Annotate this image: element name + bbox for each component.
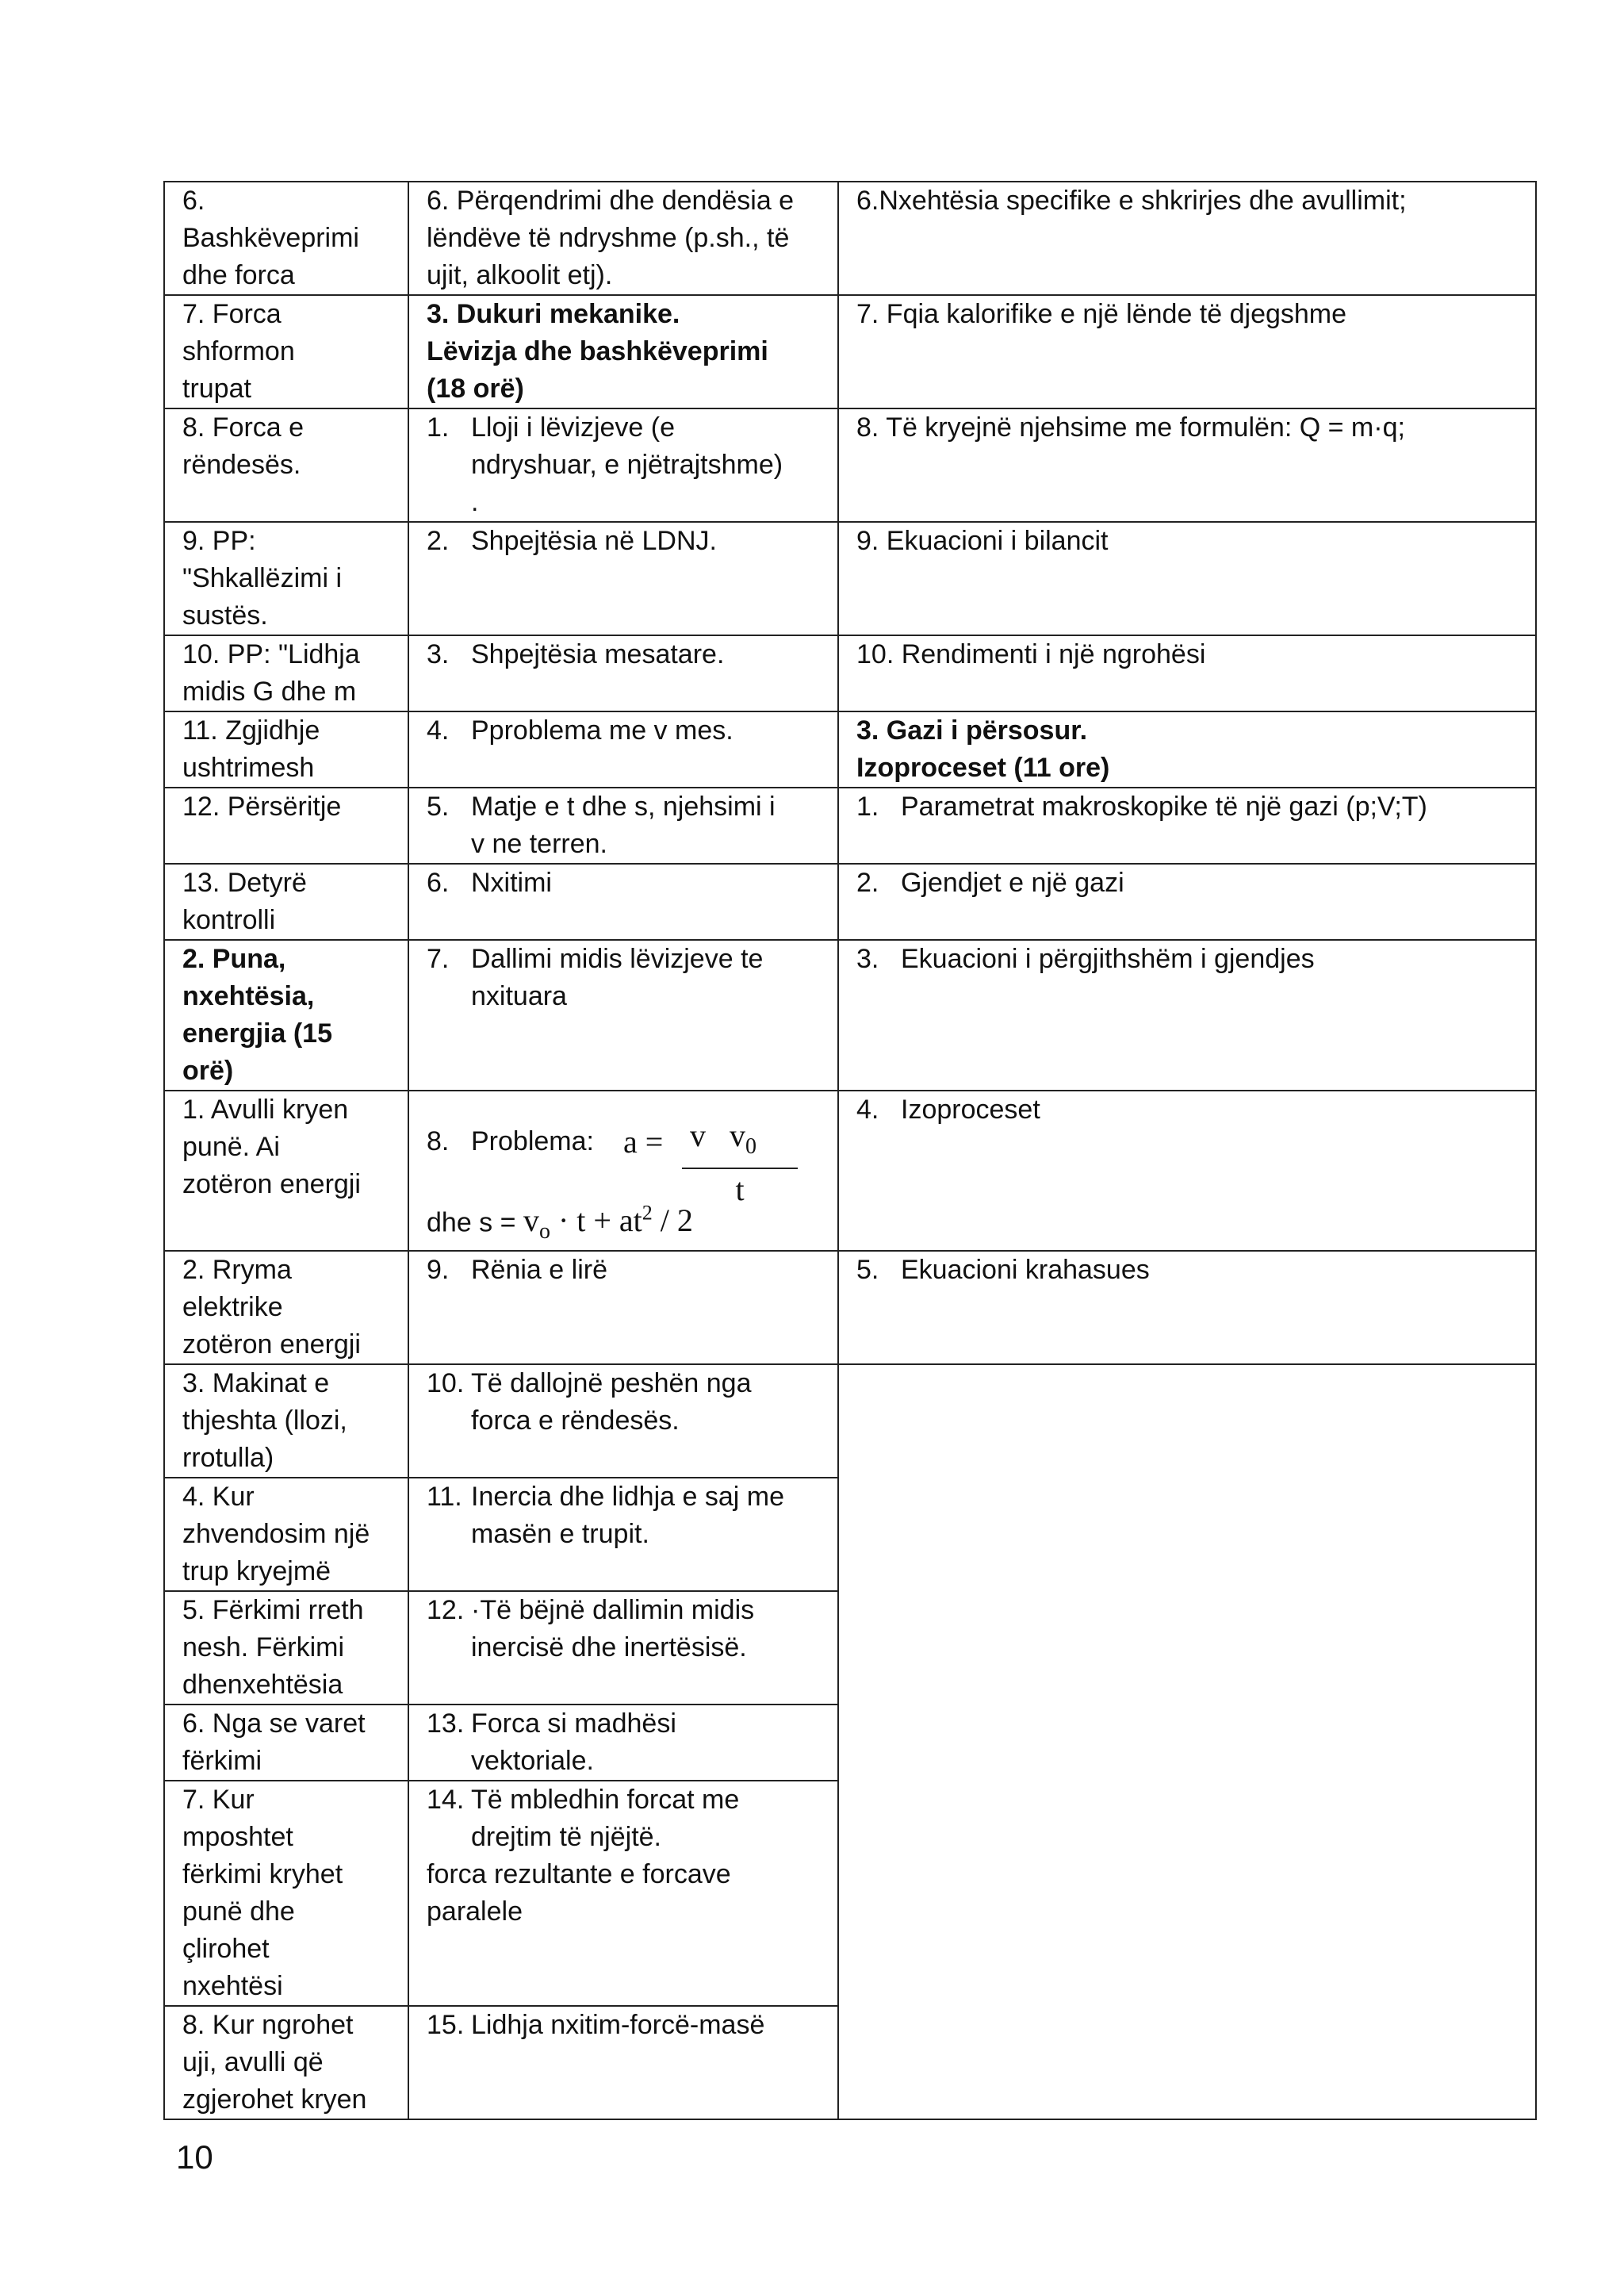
text-line: ushtrimesh [182, 753, 315, 783]
item-number: 10. [427, 1368, 465, 1399]
table-row [164, 635, 1536, 711]
cell-lesson [408, 864, 838, 940]
cell-topic [164, 711, 408, 788]
item-text: Matje e t dhe s, njehsimi i [471, 792, 776, 822]
text-line: 6. Përqendrimi dhe dendësia e [427, 186, 795, 216]
text-line: sustës. [182, 600, 268, 631]
cell-topic [164, 635, 408, 711]
page-number: 10 [176, 2138, 213, 2176]
cell-topic [164, 1251, 408, 1364]
cell-lesson [408, 1705, 838, 1781]
item-number: 12. [427, 1595, 465, 1626]
item-text: Ekuacioni krahasues [901, 1255, 1150, 1286]
text-line: fërkimi [182, 1746, 262, 1777]
text-line: punë dhe [182, 1896, 295, 1927]
text-line: midis G dhe m [182, 677, 357, 707]
text-line: Izoproceset (11 ore) [856, 753, 1110, 783]
cell-lesson [408, 522, 838, 635]
text-line: . [471, 487, 479, 517]
cell-topic [164, 2006, 408, 2119]
text-line [427, 523, 823, 560]
cell-objective [838, 522, 1536, 635]
text-line: çlirohet [182, 1934, 270, 1965]
cell-topic [164, 408, 408, 522]
text-line: 7. Forca [182, 299, 282, 329]
cell-objective [838, 635, 1536, 711]
cell-section-heading [408, 295, 838, 408]
text-line: ndryshuar, e njëtrajtshme) [471, 450, 783, 480]
cell-lesson [408, 1591, 838, 1705]
text-line: forca rezultante e forcave [427, 1859, 731, 1890]
text-line [856, 865, 1521, 902]
text-line: 9. PP: [182, 526, 256, 556]
cell-topic [164, 864, 408, 940]
text-line: 10. PP: "Lidhja [182, 639, 360, 669]
acceleration-formula [427, 1118, 823, 1207]
cell-objective [838, 1091, 1536, 1251]
cell-lesson [408, 635, 838, 711]
cell-lesson [408, 1251, 838, 1364]
text-line: 13. Detyrë [182, 868, 307, 898]
item-text: Rënia e lirë [471, 1255, 607, 1286]
table-row [164, 788, 1536, 864]
text-line [427, 1365, 823, 1402]
text-line [427, 409, 823, 447]
cell-topic [164, 522, 408, 635]
text-line: mposhtet [182, 1822, 293, 1853]
text-line: drejtim të njëjtë. [471, 1822, 661, 1853]
text-line [427, 941, 823, 978]
text-line: v ne terren. [471, 829, 607, 859]
table-row [164, 1091, 1536, 1251]
cell-topic [164, 1364, 408, 1478]
cell-topic [164, 1478, 408, 1591]
text-line [427, 1592, 823, 1629]
text-line: orë) [182, 1056, 234, 1086]
item-number: 2. [856, 868, 879, 898]
text-line: masën e trupit. [471, 1519, 649, 1550]
text-line: zgjerohet kryen [182, 2084, 367, 2115]
text-line: uji, avulli që [182, 2047, 324, 2078]
text-line [427, 636, 823, 673]
cell-section-heading [838, 711, 1536, 788]
item-text: Lloji i lëvizjeve (e [471, 412, 675, 443]
cell-objective [838, 940, 1536, 1091]
cell-lesson [408, 788, 838, 864]
text-line: 6. Nga se varet [182, 1708, 366, 1739]
cell-topic [164, 1781, 408, 2006]
text-line: zhvendosim një [182, 1519, 370, 1550]
item-text: Të dallojnë peshën nga [471, 1368, 752, 1399]
text-line: 1. Avulli kryen [182, 1095, 349, 1125]
item-text: Ekuacioni i përgjithshëm i gjendjes [901, 944, 1315, 974]
superscript: 2 [642, 1202, 653, 1225]
formula-expression [523, 1202, 693, 1244]
text-line: "Shkallëzimi i [182, 563, 343, 593]
cell-objective [838, 864, 1536, 940]
text-line: energjia (15 [182, 1018, 332, 1049]
cell-topic [164, 788, 408, 864]
curriculum-table [163, 181, 1537, 2120]
item-number: 8. [427, 1126, 450, 1156]
item-number: 5. [856, 1255, 879, 1286]
table-row [164, 295, 1536, 408]
formula-lhs: a = [623, 1124, 664, 1160]
item-number: 3. [427, 639, 450, 669]
text-line: 12. Përsëritje [182, 792, 342, 822]
item-number: 7. [427, 944, 450, 974]
item-number: 15. [427, 2010, 465, 2041]
text-line: shformon [182, 336, 295, 366]
item-text: Forca si madhësi [471, 1708, 676, 1739]
cell-lesson [408, 1478, 838, 1591]
table-row [164, 940, 1536, 1091]
text-line: thjeshta (llozi, [182, 1405, 347, 1436]
cell-topic [164, 295, 408, 408]
text-line: dhenxehtësia [182, 1670, 343, 1701]
cell-topic [164, 1591, 408, 1705]
item-text: ·Të bëjnë dallimin midis [471, 1595, 755, 1626]
text-line [856, 941, 1521, 978]
text-line: 9. Ekuacioni i bilancit [856, 526, 1109, 556]
text-line: Lëvizja dhe bashkëveprimi [427, 336, 768, 366]
text-line: 8. Të kryejnë njehsime me formulën: Q = m·q; [856, 412, 1405, 443]
text-line: 7. Kur [182, 1785, 255, 1816]
text-line: 3. Dukuri mekanike. [427, 299, 680, 329]
table-row [164, 1364, 1536, 1478]
item-text: Shpejtësia mesatare. [471, 639, 725, 669]
text-line [427, 2007, 823, 2044]
text-line: vektoriale. [471, 1746, 594, 1777]
fraction-denominator: t [735, 1172, 745, 1207]
subscript: o [538, 1219, 550, 1244]
text-line [427, 788, 823, 826]
text-line: 2. Rryma [182, 1255, 292, 1286]
item-text: Dallimi midis lëvizjeve te [471, 944, 764, 974]
text-line: nxehtësia, [182, 981, 315, 1011]
item-number: 9. [427, 1255, 450, 1286]
cell-objective [838, 295, 1536, 408]
text-line: dhe forca [182, 260, 295, 290]
formula-prefix: dhe s = [427, 1207, 516, 1238]
text-line: forca e rëndesës. [471, 1405, 680, 1436]
text-line: Bashkëveprimi [182, 223, 359, 253]
text-line [427, 1252, 823, 1289]
expression-mid: · t + at [557, 1202, 642, 1239]
text-line: rrotulla) [182, 1443, 274, 1474]
text-line [427, 1781, 823, 1819]
text-line: elektrike [182, 1292, 283, 1323]
cell-objective [838, 1251, 1536, 1364]
text-line: 5. Fërkimi rreth [182, 1595, 364, 1626]
text-line: 2. Puna, [182, 944, 286, 974]
table-row [164, 408, 1536, 522]
var-v: v [523, 1202, 539, 1239]
subscript: 0 [745, 1134, 756, 1159]
table-row [164, 522, 1536, 635]
cell-formula [408, 1091, 838, 1251]
item-number: 14. [427, 1785, 465, 1816]
item-text: Gjendjet e një gazi [901, 868, 1124, 898]
cell-topic [164, 182, 408, 295]
text-line: zotëron energji [182, 1169, 361, 1199]
formula-label: Problema: [471, 1126, 594, 1156]
text-line [427, 1705, 823, 1743]
text-line: 8. Kur ngrohet [182, 2010, 354, 2041]
cell-lesson [408, 1781, 838, 2006]
text-line: 11. Zgjidhje [182, 715, 320, 746]
text-line: nesh. Fërkimi [182, 1632, 345, 1663]
text-line: (18 orë) [427, 374, 524, 404]
text-line [856, 1091, 1521, 1129]
cell-objective [838, 408, 1536, 522]
cell-lesson [408, 711, 838, 788]
text-line: lëndëve të ndryshme (p.sh., të [427, 223, 790, 253]
item-number: 11. [427, 1482, 462, 1513]
var-v0: v [730, 1118, 745, 1153]
text-line: 6. [182, 186, 205, 216]
item-text: Të mbledhin forcat me [471, 1785, 740, 1816]
text-line: 4. Kur [182, 1482, 255, 1513]
text-line: 3. Gazi i përsosur. [856, 715, 1088, 746]
var-v: v [690, 1118, 706, 1153]
text-line: rëndesës. [182, 450, 301, 480]
table-row [164, 711, 1536, 788]
cell-lesson [408, 182, 838, 295]
item-text: Lidhja nxitim-forcë-masë [471, 2010, 765, 2041]
text-line: 8. Forca e [182, 412, 304, 443]
text-line: fërkimi kryhet [182, 1859, 343, 1890]
cell-objective [838, 788, 1536, 864]
item-text: Izoproceset [901, 1095, 1040, 1125]
text-line: 6.Nxehtësia specifike e shkrirjes dhe avullimit; [856, 186, 1407, 216]
text-line: ujit, alkoolit etj). [427, 260, 613, 290]
text-line [427, 712, 823, 750]
text-line: inercisë dhe inertësisë. [471, 1632, 747, 1663]
item-number: 6. [427, 868, 450, 898]
table-row [164, 864, 1536, 940]
table-row [164, 182, 1536, 295]
cell-empty [838, 1364, 1536, 2119]
text-line: trupat [182, 374, 251, 404]
item-number: 3. [856, 944, 879, 974]
item-text: Nxitimi [471, 868, 552, 898]
text-line: trup kryejmë [182, 1556, 331, 1587]
text-line: paralele [427, 1896, 523, 1927]
expression-end: / 2 [652, 1202, 693, 1239]
item-number: 4. [856, 1095, 879, 1125]
text-line: kontrolli [182, 905, 276, 935]
item-number: 4. [427, 715, 450, 746]
item-text: Pproblema me v mes. [471, 715, 733, 746]
fraction-numerator [682, 1115, 798, 1169]
text-line [427, 1478, 823, 1516]
item-number: 5. [427, 792, 450, 822]
text-line: 7. Fqia kalorifike e një lënde të djegshme [856, 299, 1347, 329]
item-text: Shpejtësia në LDNJ. [471, 526, 717, 556]
item-text: Inercia dhe lidhja e saj me [471, 1482, 785, 1513]
text-line [856, 788, 1521, 826]
item-number: 1. [427, 412, 450, 443]
cell-topic [164, 1091, 408, 1251]
text-line [856, 1252, 1521, 1289]
cell-lesson [408, 1364, 838, 1478]
item-number: 1. [856, 792, 879, 822]
text-line [427, 865, 823, 902]
text-line: 10. Rendimenti i një ngrohësi [856, 639, 1206, 669]
text-line: nxituara [471, 981, 567, 1011]
table-row [164, 1251, 1536, 1364]
text-line: zotëron energji [182, 1329, 361, 1360]
cell-lesson [408, 940, 838, 1091]
item-number: 2. [427, 526, 450, 556]
cell-lesson [408, 2006, 838, 2119]
cell-objective [838, 182, 1536, 295]
item-number: 13. [427, 1708, 465, 1739]
text-line: nxehtësi [182, 1971, 283, 2002]
cell-lesson [408, 408, 838, 522]
fraction [682, 1115, 798, 1210]
cell-section-heading [164, 940, 408, 1091]
text-line: 3. Makinat e [182, 1368, 330, 1399]
cell-topic [164, 1705, 408, 1781]
item-text: Parametrat makroskopike të një gazi (p;V;T) [901, 792, 1427, 822]
text-line: punë. Ai [182, 1132, 280, 1162]
